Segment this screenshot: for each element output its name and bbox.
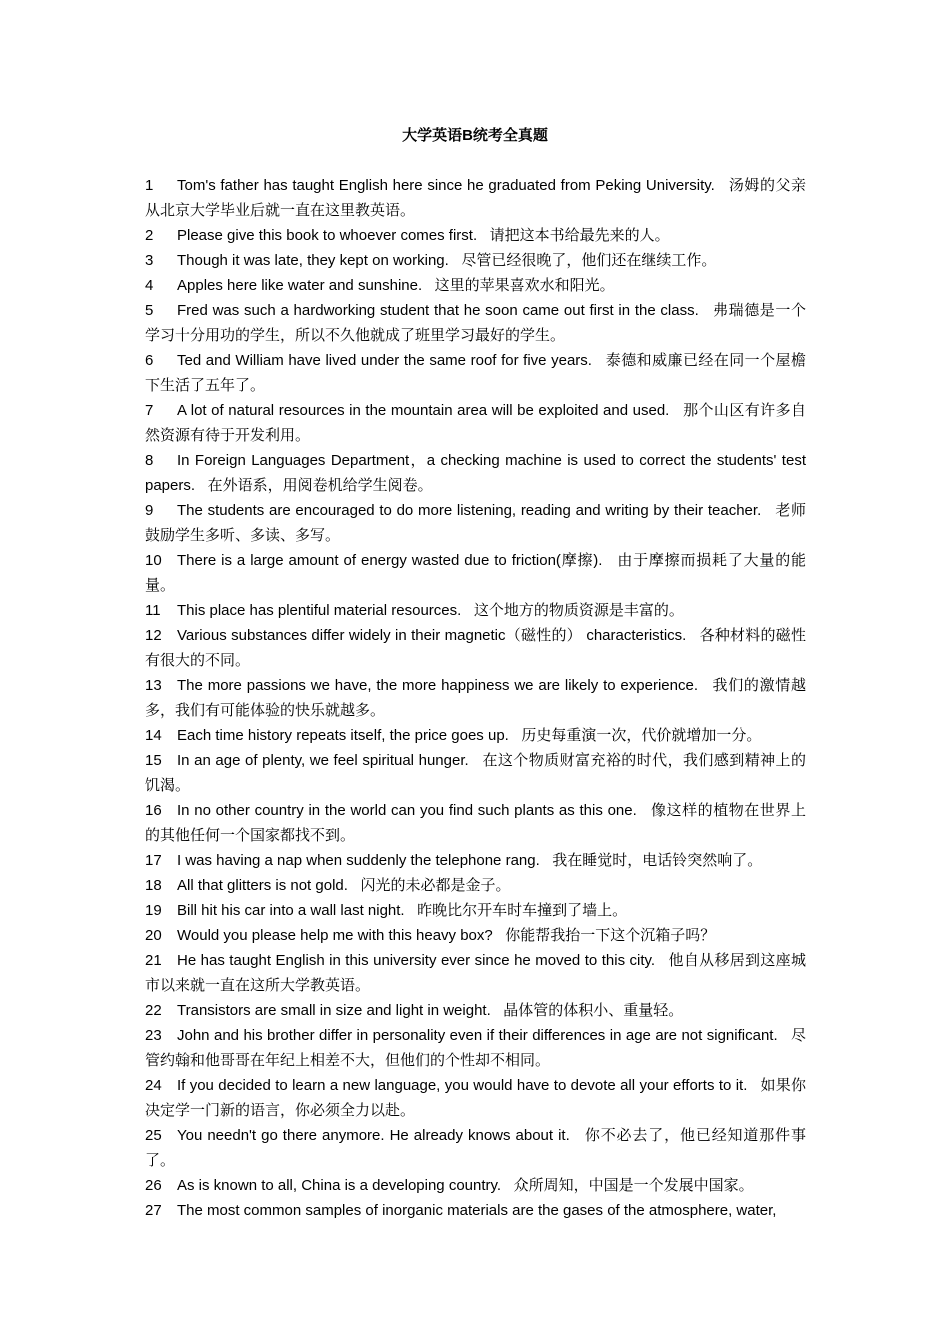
chinese-translation: 泰德和威廉已经在同一个屋檐下生活了五年了。 bbox=[145, 351, 806, 394]
sentence-number: 24 bbox=[145, 1077, 162, 1094]
sentence-number: 1 bbox=[145, 177, 154, 194]
english-sentence: Tom's father has taught English here since he graduated from Peking University. bbox=[177, 177, 715, 194]
english-sentence: The students are encouraged to do more listening, reading and writing by their teacher. bbox=[177, 502, 762, 519]
chinese-translation: 晶体管的体积小、重量轻。 bbox=[503, 1001, 684, 1019]
sentence-number: 27 bbox=[145, 1202, 162, 1219]
english-sentence: All that glitters is not gold. bbox=[177, 877, 348, 894]
sentence-item bbox=[145, 1198, 806, 1223]
chinese-translation: 如果你决定学一门新的语言，你必须全力以赴。 bbox=[145, 1076, 806, 1119]
english-sentence: Though it was late, they kept on working. bbox=[177, 252, 449, 269]
sentence-item bbox=[145, 1123, 806, 1173]
sentence-item bbox=[145, 173, 806, 223]
sentence-number: 4 bbox=[145, 277, 154, 294]
sentence-number: 22 bbox=[145, 1002, 162, 1019]
english-sentence: A lot of natural resources in the mountain area will be exploited and used. bbox=[177, 402, 670, 419]
chinese-translation: 各种材料的磁性有很大的不同。 bbox=[145, 626, 806, 669]
sentence-item bbox=[145, 873, 806, 898]
sentence-item bbox=[145, 448, 806, 498]
chinese-translation: 在外语系，用阅卷机给学生阅卷。 bbox=[207, 476, 433, 494]
english-sentence: Ted and William have lived under the same roof for five years. bbox=[177, 352, 592, 369]
chinese-translation: 这个地方的物质资源是丰富的。 bbox=[473, 601, 684, 619]
chinese-translation: 像这样的植物在世界上的其他任何一个国家都找不到。 bbox=[145, 801, 806, 844]
chinese-translation: 你能帮我抬一下这个沉箱子吗？ bbox=[505, 926, 716, 944]
chinese-translation: 由于摩擦而损耗了大量的能量。 bbox=[145, 551, 806, 594]
english-sentence: Each time history repeats itself, the price goes up. bbox=[177, 727, 509, 744]
sentence-number: 21 bbox=[145, 952, 162, 969]
chinese-translation: 尽管已经很晚了，他们还在继续工作。 bbox=[461, 251, 717, 269]
sentence-item bbox=[145, 623, 806, 673]
chinese-translation: 你不必去了，他已经知道那件事了。 bbox=[145, 1126, 806, 1169]
sentence-number: 20 bbox=[145, 927, 162, 944]
sentence-item bbox=[145, 498, 806, 548]
english-sentence: This place has plentiful material resources. bbox=[177, 602, 462, 619]
sentence-number: 23 bbox=[145, 1027, 162, 1044]
english-sentence: The more passions we have, the more happiness we are likely to experience. bbox=[177, 677, 698, 694]
english-sentence: Bill hit his car into a wall last night. bbox=[177, 902, 405, 919]
english-sentence: Would you please help me with this heavy box? bbox=[177, 927, 493, 944]
chinese-translation: 这里的苹果喜欢水和阳光。 bbox=[434, 276, 615, 294]
chinese-translation: 历史每重演一次，代价就增加一分。 bbox=[521, 726, 762, 744]
sentence-item bbox=[145, 673, 806, 723]
sentence-number: 7 bbox=[145, 402, 154, 419]
chinese-translation: 他自从移居到这座城市以来就一直在这所大学教英语。 bbox=[145, 951, 806, 994]
sentence-number: 13 bbox=[145, 677, 162, 694]
sentence-number: 17 bbox=[145, 852, 162, 869]
sentence-item bbox=[145, 298, 806, 348]
english-sentence: You needn't go there anymore. He already knows about it. bbox=[177, 1127, 570, 1144]
sentence-list bbox=[145, 173, 806, 1223]
english-sentence: There is a large amount of energy wasted due to friction(摩擦). bbox=[177, 552, 603, 569]
sentence-item bbox=[145, 748, 806, 798]
sentence-number: 2 bbox=[145, 227, 154, 244]
english-sentence: He has taught English in this university ever since he moved to this city. bbox=[177, 952, 656, 969]
chinese-translation: 我在睡觉时，电话铃突然响了。 bbox=[552, 851, 763, 869]
sentence-number: 25 bbox=[145, 1127, 162, 1144]
chinese-translation: 弗瑞德是一个学习十分用功的学生，所以不久他就成了班里学习最好的学生。 bbox=[145, 301, 806, 344]
sentence-number: 15 bbox=[145, 752, 162, 769]
chinese-translation: 汤姆的父亲从北京大学毕业后就一直在这里教英语。 bbox=[145, 176, 806, 219]
english-sentence: I was having a nap when suddenly the telephone rang. bbox=[177, 852, 540, 869]
sentence-item bbox=[145, 398, 806, 448]
english-sentence: In no other country in the world can you find such plants as this one. bbox=[177, 802, 637, 819]
sentence-item bbox=[145, 1073, 806, 1123]
chinese-translation: 在这个物质财富充裕的时代，我们感到精神上的饥渴。 bbox=[145, 751, 806, 794]
document-title: 大学英语B统考全真题 bbox=[402, 127, 548, 144]
english-sentence: Fred was such a hardworking student that he soon came out first in the class. bbox=[177, 302, 699, 319]
sentence-item bbox=[145, 848, 806, 873]
english-sentence: Transistors are small in size and light in weight. bbox=[177, 1002, 491, 1019]
sentence-number: 3 bbox=[145, 252, 154, 269]
sentence-item bbox=[145, 548, 806, 598]
chinese-translation: 众所周知，中国是一个发展中国家。 bbox=[513, 1176, 754, 1194]
chinese-translation: 闪光的未必都是金子。 bbox=[360, 876, 511, 894]
chinese-translation: 老师鼓励学生多听、多读、多写。 bbox=[145, 501, 806, 544]
sentence-number: 11 bbox=[145, 602, 161, 619]
sentence-item bbox=[145, 348, 806, 398]
sentence-item bbox=[145, 1023, 806, 1073]
sentence-item bbox=[145, 798, 806, 848]
sentence-number: 19 bbox=[145, 902, 162, 919]
sentence-number: 5 bbox=[145, 302, 154, 319]
english-sentence: The most common samples of inorganic materials are the gases of the atmosphere, water, bbox=[177, 1202, 777, 1219]
chinese-translation: 请把这本书给最先来的人。 bbox=[489, 226, 670, 244]
sentence-number: 9 bbox=[145, 502, 154, 519]
sentence-item bbox=[145, 923, 806, 948]
english-sentence: In Foreign Languages Department，a checking machine is used to correct the students' test papers. bbox=[145, 452, 806, 494]
sentence-item bbox=[145, 898, 806, 923]
sentence-number: 12 bbox=[145, 627, 162, 644]
sentence-number: 16 bbox=[145, 802, 162, 819]
english-sentence: As is known to all, China is a developing country. bbox=[177, 1177, 502, 1194]
sentence-item bbox=[145, 723, 806, 748]
sentence-item bbox=[145, 598, 806, 623]
sentence-number: 10 bbox=[145, 552, 162, 569]
sentence-item bbox=[145, 1173, 806, 1198]
sentence-number: 18 bbox=[145, 877, 162, 894]
sentence-number: 8 bbox=[145, 452, 154, 469]
english-sentence: John and his brother differ in personality even if their differences in age are not significant. bbox=[177, 1027, 778, 1044]
chinese-translation: 尽管约翰和他哥哥在年纪上相差不大，但他们的个性却不相同。 bbox=[145, 1026, 806, 1069]
sentence-number: 26 bbox=[145, 1177, 162, 1194]
sentence-item bbox=[145, 273, 806, 298]
chinese-translation: 那个山区有许多自然资源有待于开发利用。 bbox=[145, 401, 806, 444]
english-sentence: In an age of plenty, we feel spiritual hunger. bbox=[177, 752, 469, 769]
sentence-number: 6 bbox=[145, 352, 154, 369]
sentence-item bbox=[145, 948, 806, 998]
sentence-item bbox=[145, 248, 806, 273]
sentence-item bbox=[145, 998, 806, 1023]
sentence-number: 14 bbox=[145, 727, 162, 744]
english-sentence: If you decided to learn a new language, you would have to devote all your efforts to it. bbox=[177, 1077, 748, 1094]
chinese-translation: 我们的激情越多，我们有可能体验的快乐就越多。 bbox=[145, 676, 806, 719]
english-sentence: Please give this book to whoever comes first. bbox=[177, 227, 478, 244]
english-sentence: Apples here like water and sunshine. bbox=[177, 277, 423, 294]
chinese-translation: 昨晚比尔开车时车撞到了墙上。 bbox=[417, 901, 628, 919]
sentence-item bbox=[145, 223, 806, 248]
english-sentence: Various substances differ widely in their magnetic（磁性的） characteristics. bbox=[177, 627, 687, 644]
